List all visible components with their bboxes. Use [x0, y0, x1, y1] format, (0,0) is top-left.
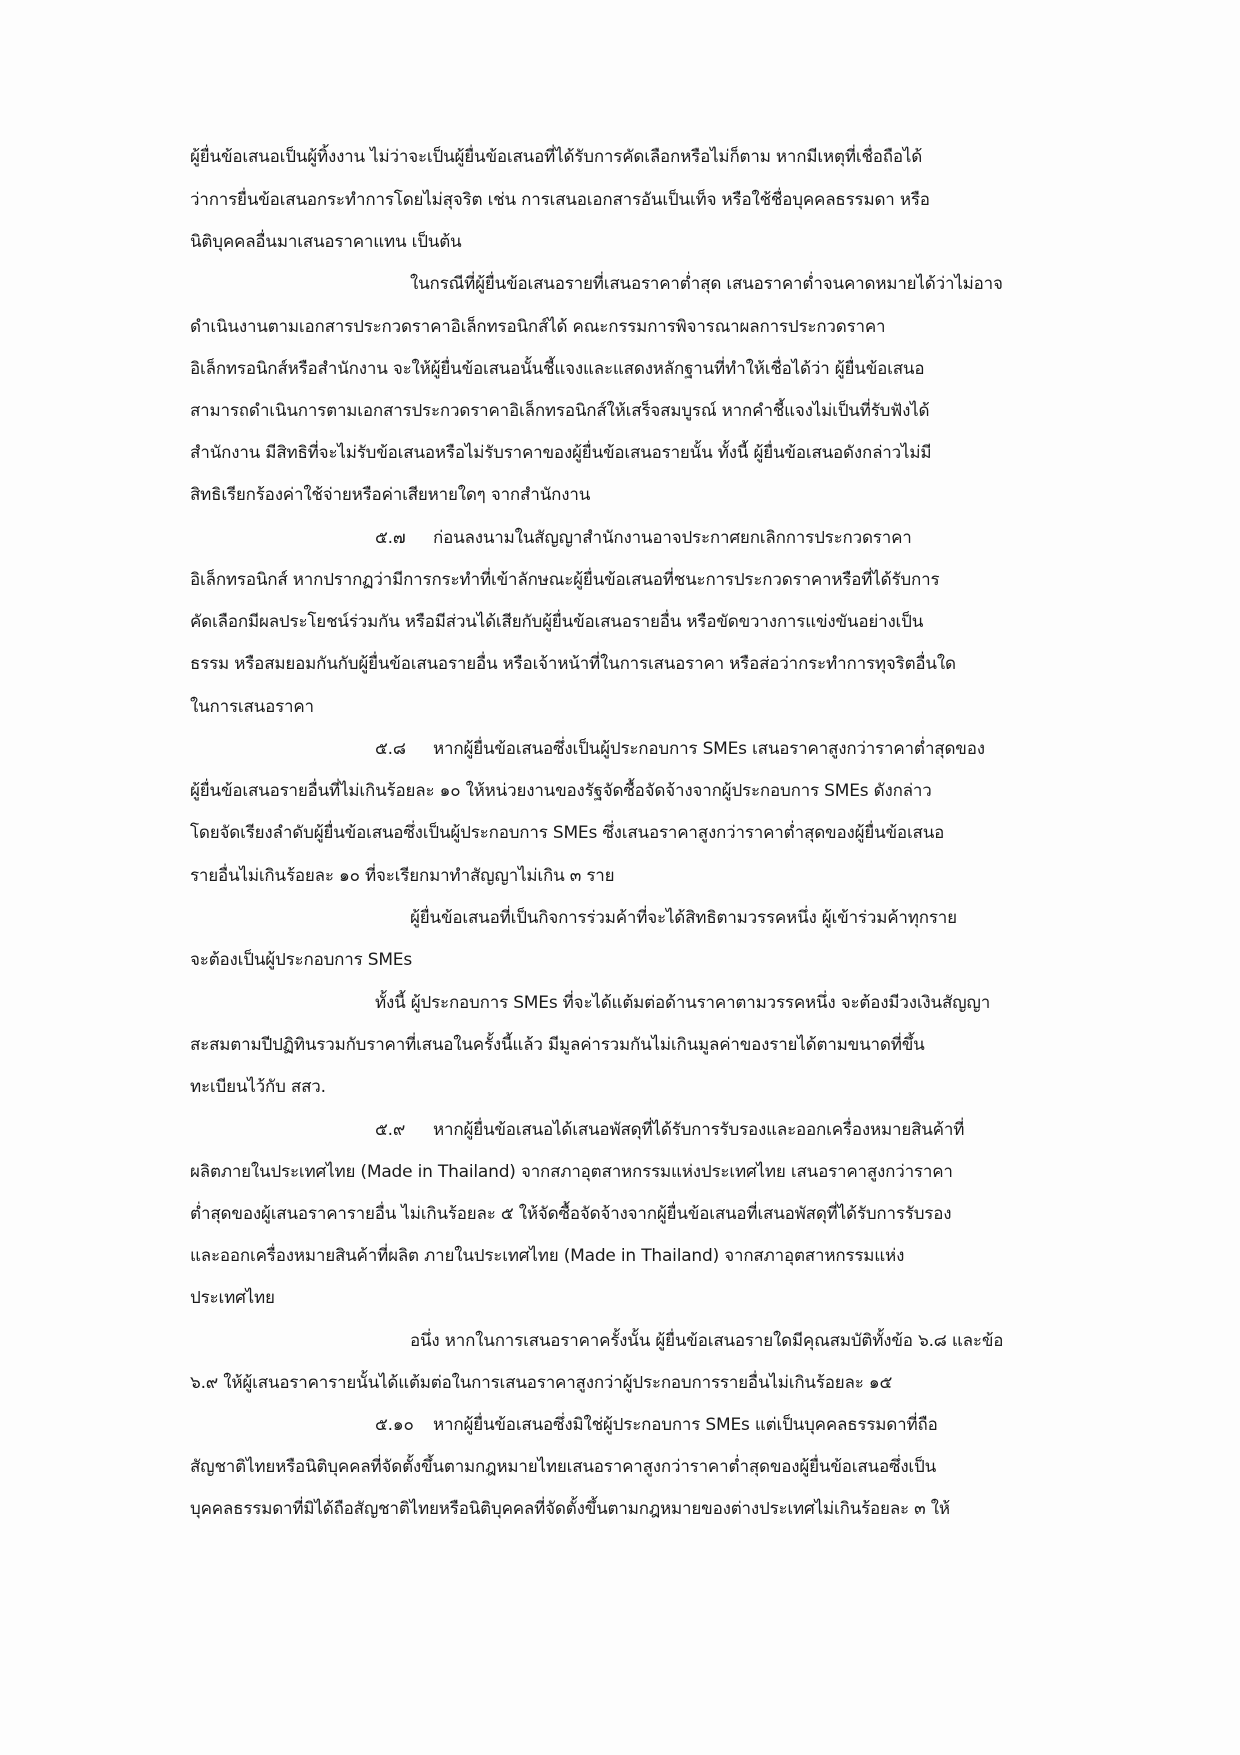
text-line: ๖.๙ ให้ผู้เสนอราคารายนั้นได้แต้มต่อในการเสนอราคาสูงกว่าผู้ประกอบการรายอื่นไม่เกินร้อยละ ๑๕ [190, 1373, 893, 1393]
text-line: ผู้ยื่นข้อเสนอเป็นผู้ทิ้งงาน ไม่ว่าจะเป็นผู้ยื่นข้อเสนอที่ได้รับการคัดเลือกหรือไม่ก็ตาม หากมีเหตุที่เชื่อถือได้ [190, 147, 923, 167]
text-line: ผู้ยื่นข้อเสนอที่เป็นกิจการร่วมค้าที่จะได้สิทธิตามวรรคหนึ่ง ผู้เข้าร่วมค้าทุกราย [410, 908, 957, 928]
text-line: ทั้งนี้ ผู้ประกอบการ SMEs ที่จะได้แต้มต่อด้านราคาตามวรรคหนึ่ง จะต้องมีวงเงินสัญญา [375, 993, 991, 1013]
text-line: บุคคลธรรมดาที่มิได้ถือสัญชาติไทยหรือนิติบุคคลที่จัดตั้งขึ้นตามกฎหมายของต่างประเทศไม่เกินร้อยละ ๓ ให้ [190, 1499, 950, 1519]
text-line: โดยจัดเรียงลำดับผู้ยื่นข้อเสนอซึ่งเป็นผู้ประกอบการ SMEs ซึ่งเสนอราคาสูงกว่าราคาต่ำสุดของผู้ยื่นข้อเสนอ [190, 823, 945, 843]
text-line: อิเล็กทรอนิกส์หรือสำนักงาน จะให้ผู้ยื่นข้อเสนอนั้นชี้แจงและแสดงหลักฐานที่ทำให้เชื่อได้ว่า ผู้ยื่นข้อเสนอ [190, 359, 925, 379]
section-5-7-line [375, 518, 1090, 558]
section-number: ๕.๗ [375, 528, 406, 548]
text-line: รายอื่นไม่เกินร้อยละ ๑๐ ที่จะเรียกมาทำสัญญาไม่เกิน ๓ ราย [190, 866, 615, 886]
text-line: สำนักงาน มีสิทธิที่จะไม่รับข้อเสนอหรือไม่รับราคาของผู้ยื่นข้อเสนอรายนั้น ทั้งนี้ ผู้ยื่นข้อเสนอดังกล่าวไม่มี [190, 443, 932, 463]
text-line: หากผู้ยื่นข้อเสนอซึ่งเป็นผู้ประกอบการ SMEs เสนอราคาสูงกว่าราคาต่ำสุดของ [433, 739, 985, 759]
text-line: ทะเบียนไว้กับ สสว. [190, 1077, 326, 1097]
text-line: จะต้องเป็นผู้ประกอบการ SMEs [190, 950, 413, 970]
text-line: ในกรณีที่ผู้ยื่นข้อเสนอรายที่เสนอราคาต่ำสุด เสนอราคาต่ำจนคาดหมายได้ว่าไม่อาจ [410, 274, 1003, 294]
section-number: ๕.๑๐ [375, 1415, 414, 1435]
text-line: ผู้ยื่นข้อเสนอรายอื่นที่ไม่เกินร้อยละ ๑๐ ให้หน่วยงานของรัฐจัดซื้อจัดจ้างจากผู้ประกอบการ SMEs ดังกล่าว [190, 781, 932, 801]
text-line: หากผู้ยื่นข้อเสนอได้เสนอพัสดุที่ได้รับการรับรองและออกเครื่องหมายสินค้าที่ [433, 1120, 965, 1140]
text-line: ว่าการยื่นข้อเสนอกระทำการโดยไม่สุจริต เช่น การเสนอเอกสารอันเป็นเท็จ หรือใช้ชื่อบุคคลธรรมดา หรือ [190, 190, 930, 210]
text-line: สัญชาติไทยหรือนิติบุคคลที่จัดตั้งขึ้นตามกฎหมายไทยเสนอราคาสูงกว่าราคาต่ำสุดของผู้ยื่นข้อเสนอซึ่งเป็น [190, 1457, 937, 1477]
section-5-8-line [375, 729, 1090, 769]
text-line: คัดเลือกมีผลประโยชน์ร่วมกัน หรือมีส่วนได้เสียกับผู้ยื่นข้อเสนอรายอื่น หรือขัดขวางการแข่งขันอย่างเป็น [190, 612, 924, 632]
text-line: อิเล็กทรอนิกส์ หากปรากฏว่ามีการกระทำที่เข้าลักษณะผู้ยื่นข้อเสนอที่ชนะการประกวดราคาหรือที่ได้รับการ [190, 570, 940, 590]
text-line: ธรรม หรือสมยอมกันกับผู้ยื่นข้อเสนอรายอื่น หรือเจ้าหน้าที่ในการเสนอราคา หรือส่อว่ากระทำการทุจริตอื่นใด [190, 654, 956, 674]
section-number: ๕.๘ [375, 739, 406, 759]
text-line: ในการเสนอราคา [190, 697, 314, 717]
text-line: ประเทศไทย [190, 1288, 275, 1308]
text-line: ต่ำสุดของผู้เสนอราคารายอื่น ไม่เกินร้อยละ ๕ ให้จัดซื้อจัดจ้างจากผู้ยื่นข้อเสนอที่เสนอพัสดุที่ได้รับการรับรอง [190, 1204, 952, 1224]
text-line: นิติบุคคลอื่นมาเสนอราคาแทน เป็นต้น [190, 232, 462, 252]
text-line: สะสมตามปีปฏิทินรวมกับราคาที่เสนอในครั้งนี้แล้ว มีมูลค่ารวมกันไม่เกินมูลค่าของรายได้ตามขนาดที่ขึ้น [190, 1035, 925, 1055]
section-5-10-line [375, 1405, 1090, 1445]
section-number: ๕.๙ [375, 1120, 406, 1140]
section-5-9-line [375, 1110, 1090, 1150]
text-line: อนึ่ง หากในการเสนอราคาครั้งนั้น ผู้ยื่นข้อเสนอรายใดมีคุณสมบัติทั้งข้อ ๖.๘ และข้อ [410, 1331, 1004, 1351]
text-line: หากผู้ยื่นข้อเสนอซึ่งมิใช่ผู้ประกอบการ SMEs แต่เป็นบุคคลธรรมดาที่ถือ [433, 1415, 938, 1435]
text-line: สิทธิเรียกร้องค่าใช้จ่ายหรือค่าเสียหายใดๆ จากสำนักงาน [190, 485, 591, 505]
text-line: และออกเครื่องหมายสินค้าที่ผลิต ภายในประเทศไทย (Made in Thailand) จากสภาอุตสาหกรรมแห่ง [190, 1246, 905, 1266]
text-line: ก่อนลงนามในสัญญาสำนักงานอาจประกาศยกเลิกการประกวดราคา [433, 528, 912, 548]
text-line: สามารถดำเนินการตามเอกสารประกวดราคาอิเล็กทรอนิกส์ให้เสร็จสมบูรณ์ หากคำชี้แจงไม่เป็นที่รับฟังได้ [190, 401, 930, 421]
text-line: ผลิตภายในประเทศไทย (Made in Thailand) จากสภาอุตสาหกรรมแห่งประเทศไทย เสนอราคาสูงกว่าราคา [190, 1162, 953, 1182]
text-line: ดำเนินงานตามเอกสารประกวดราคาอิเล็กทรอนิกส์ได้ คณะกรรมการพิจารณาผลการประกวดราคา [190, 317, 886, 337]
